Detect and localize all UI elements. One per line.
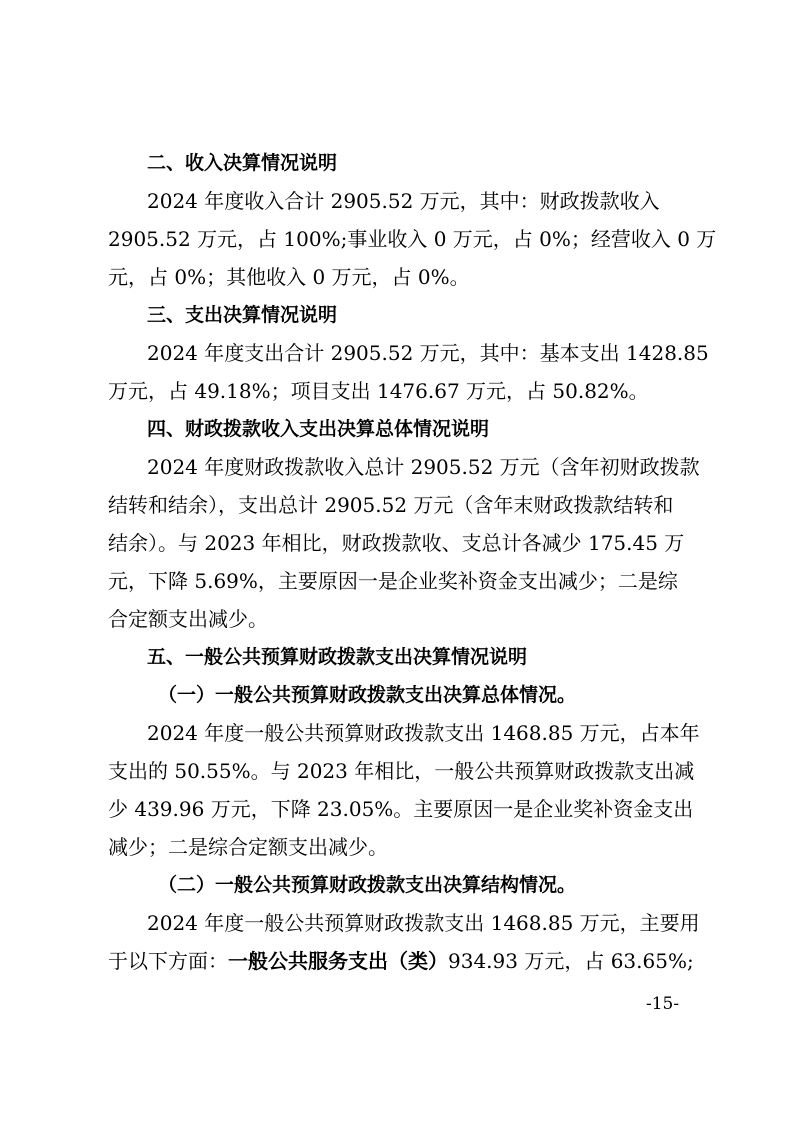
text-prefix: 于以下方面： — [108, 949, 228, 973]
paragraph-line: 合定额支出减少。 — [108, 607, 268, 631]
paragraph-line: 减少；二是综合定额支出减少。 — [108, 835, 388, 859]
page-number: -15- — [646, 994, 680, 1014]
paragraph-line: 2024 年度财政拨款收入总计 2905.52 万元（含年初财政拨款 — [147, 455, 700, 479]
paragraph-line: 少 439.96 万元，下降 23.05%。主要原因一是企业奖补资金支出 — [108, 797, 694, 821]
section-heading-general-budget: 五、一般公共预算财政拨款支出决算情况说明 — [147, 646, 528, 668]
paragraph-line: 结余）。与 2023 年相比，财政拨款收、支总计各减少 175.45 万 — [108, 531, 685, 555]
paragraph-line: 元，占 0%；其他收入 0 万元，占 0%。 — [108, 265, 470, 289]
paragraph-line: 2024 年度支出合计 2905.52 万元，其中：基本支出 1428.85 — [147, 341, 709, 365]
subsection-heading-overall: （一）一般公共预算财政拨款支出决算总体情况。 — [158, 684, 577, 706]
paragraph-line: 2905.52 万元，占 100%;事业收入 0 万元，占 0%；经营收入 0 万 — [108, 227, 717, 251]
section-heading-fiscal-appropriation: 四、财政拨款收入支出决算总体情况说明 — [147, 418, 490, 440]
paragraph-line: 2024 年度一般公共预算财政拨款支出 1468.85 万元，占本年 — [147, 721, 700, 745]
section-heading-expenditure: 三、支出决算情况说明 — [147, 304, 338, 326]
paragraph-line: 2024 年度一般公共预算财政拨款支出 1468.85 万元，主要用 — [147, 911, 700, 935]
paragraph-line: 万元，占 49.18%；项目支出 1476.67 万元，占 50.82%。 — [108, 379, 649, 403]
category-label-bold: 一般公共服务支出（类） — [228, 949, 448, 973]
section-heading-income: 二、收入决算情况说明 — [147, 152, 338, 174]
text-suffix: 934.93 万元，占 63.65%; — [448, 949, 694, 973]
paragraph-line: 结转和结余），支出总计 2905.52 万元（含年末财政拨款结转和 — [108, 493, 674, 517]
paragraph-line-mixed — [108, 948, 693, 974]
paragraph-line: 支出的 50.55%。与 2023 年相比，一般公共预算财政拨款支出减 — [108, 759, 695, 783]
paragraph-line: 元，下降 5.69%，主要原因一是企业奖补资金支出减少；二是综 — [108, 569, 678, 593]
subsection-heading-structure: （二）一般公共预算财政拨款支出决算结构情况。 — [158, 874, 577, 896]
paragraph-line: 2024 年度收入合计 2905.52 万元，其中：财政拨款收入 — [147, 189, 660, 213]
